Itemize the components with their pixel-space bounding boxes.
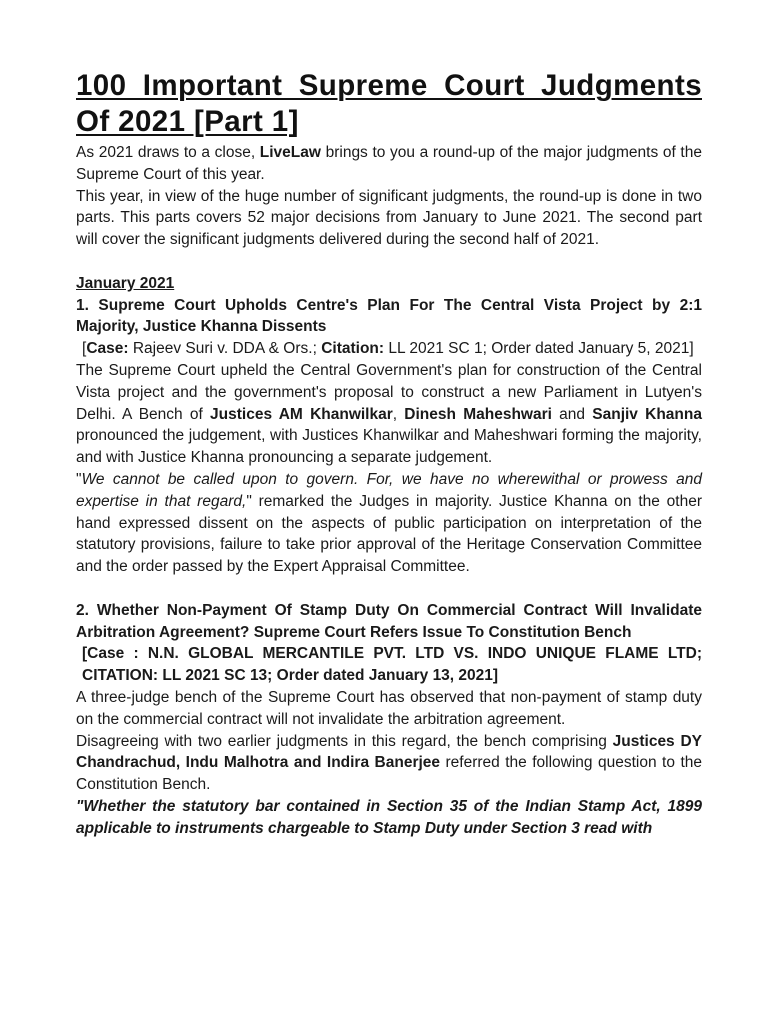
judge-name: Justices AM Khanwilkar [210, 405, 393, 423]
citation-label: Citation: [321, 340, 385, 358]
body-text: remarked the Judges in majority. Justice Khanna on the other hand expressed dissent on the aspects of public participation on interpretation of the statutory provisions, failure to take prior approval of the Heritage Conservation Committee and the order passed by the Expert Appraisal Committee. [76, 492, 703, 576]
spacer [76, 251, 702, 273]
body-text: Disagreeing with two earlier judgments in this regard, the bench comprising [76, 732, 607, 750]
judgment-1-heading: 1. Supreme Court Upholds Centre's Plan For The Central Vista Project by 2:1 Majority, Justice Khanna Dissents [76, 296, 702, 336]
spacer [76, 578, 702, 600]
judgment-1-quote: We cannot be called upon to govern. For, we have no wherewithal or prowess and expertise in that regard, [76, 470, 702, 510]
intro-text-b: brings to you a round-up of the major judgments of the Supreme Court of this year. [76, 144, 702, 183]
document-title: 100 Important Supreme Court Judgments Of 2021 [Part 1] [76, 69, 702, 138]
citation-text: LL 2021 SC 1; Order dated January 5, 2021] [388, 340, 694, 358]
intro-text-a: As 2021 draws to a close, [76, 144, 256, 161]
body-text: pronounced the judgement, with Justices Khanwilkar and Maheshwari forming the majority, and with Justice Khanna pronouncing a separate judgement. [76, 427, 702, 467]
intro-paragraph-1 [76, 142, 702, 186]
judge-name: Dinesh Maheshwari [404, 405, 552, 423]
judgment-2-case-line: [Case : N.N. GLOBAL MERCANTILE PVT. LTD VS. INDO UNIQUE FLAME LTD; CITATION: LL 2021 SC 13; Order dated January 13, 2021] [82, 645, 702, 685]
judgment-2-body-2 [76, 731, 702, 796]
judgment-1-quote-paragraph: "We cannot be called upon to govern. For, we have no wherewithal or prowess and expertise in that regard," remarked the Judges in majority. Justice Khanna on the other hand expressed dissent on the aspects of public participation on interpretation of the statutory provisions, failure to take prior approval of the Heritage Conservation Committee and the order passed by the Expert Appraisal Committee. [76, 470, 703, 576]
month-heading: January 2021 [76, 274, 175, 292]
case-label: Case: [86, 340, 129, 358]
intro-paragraph-2: This year, in view of the huge number of significant judgments, the round-up is done in two parts. This parts covers 52 major decisions from January to June 2021. The second part will cover the significant judgments delivered during the second half of 2021. [76, 187, 702, 249]
judgment-1-body: The Supreme Court upheld the Central Government's plan for construction of the Central Vista project and the government's proposal to construct a new Parliament in Lutyen's Delhi. A Bench of Justices AM Khanwilkar, Dinesh Maheshwari and Sanjiv Khanna pronounced the judgement, with Justices Khanwilkar and Maheshwari forming the majority, and with Justice Khanna pronouncing a separate judgement. [76, 361, 702, 467]
body-text: The Supreme Court upheld the Central Government's plan for construction of the Central Vista project and the government's proposal to construct a new Parliament in Lutyen's Delhi. A Bench of [76, 361, 702, 423]
judgment-2-body-1: A three-judge bench of the Supreme Court has observed that non-payment of stamp duty on the commercial contract will not invalidate the arbitration agreement. [76, 688, 702, 728]
judgment-1-case-line: [Case: Rajeev Suri v. DDA & Ors.; Citation: LL 2021 SC 1; Order dated January 5, 2021] [82, 340, 694, 358]
judgment-2-quote [76, 796, 702, 840]
quote-text: "Whether the statutory bar contained in Section 35 of the Indian Stamp Act, 1899 applicable to instruments chargeable to Stamp Duty under Section 3 read with [76, 797, 702, 837]
judgment-2-heading: 2. Whether Non-Payment Of Stamp Duty On Commercial Contract Will Invalidate Arbitration Agreement? Supreme Court Refers Issue To Constitution Bench [76, 601, 702, 641]
case-text: Rajeev Suri v. DDA & Ors.; [132, 340, 317, 358]
document-page [76, 68, 702, 840]
judge-name: Sanjiv Khanna [592, 405, 702, 423]
brand-name: LiveLaw [259, 144, 321, 161]
judge-names: Justices DY Chandrachud, Indu Malhotra and Indira Banerjee [76, 732, 702, 772]
body-text: and [559, 405, 586, 423]
body-text: referred the following question to the Constitution Bench. [76, 754, 702, 794]
